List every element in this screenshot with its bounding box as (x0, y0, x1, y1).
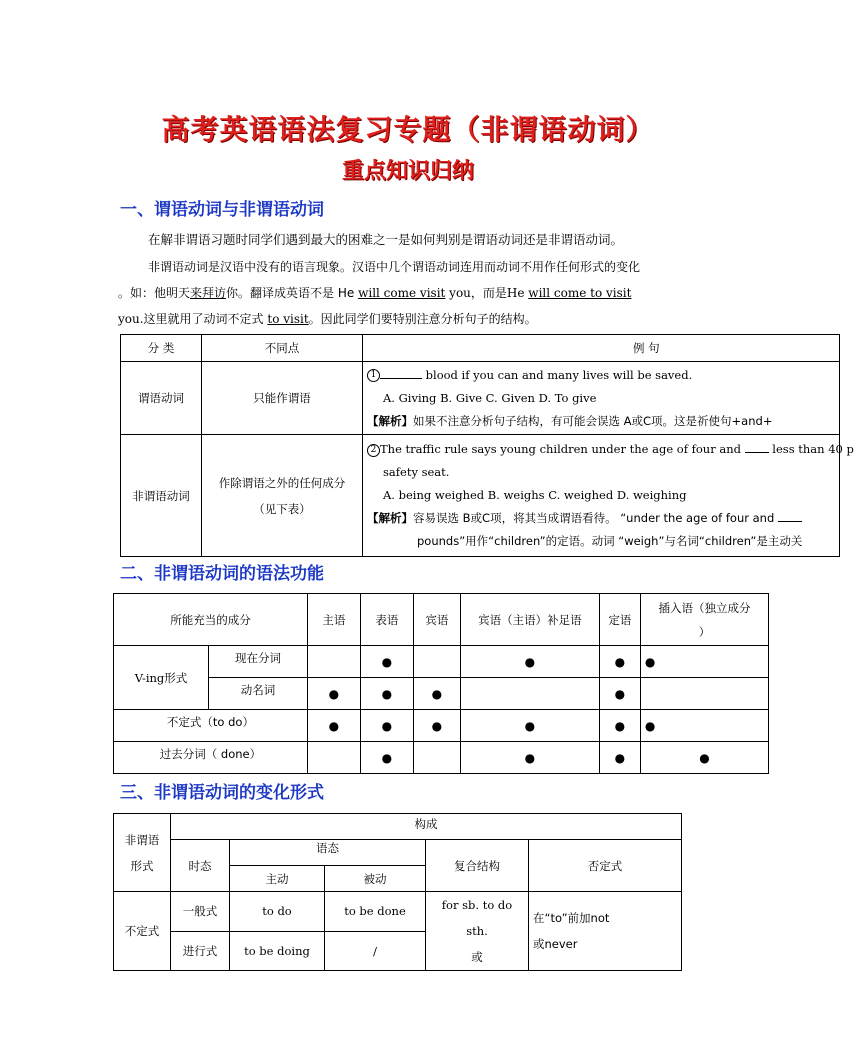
sec1-paragraph1: 在解非谓语习题时同学们遇到最大的困难之一是如何判别是谓语动词还是非谓语动词。 (148, 232, 624, 247)
dot-mark: ● (307, 678, 360, 710)
p3-d: will come visit (358, 286, 446, 300)
row2-example (363, 435, 854, 557)
dot-mark: ● (640, 742, 768, 774)
page-subtitle: 重点知识归纳 (341, 159, 474, 184)
row-infinitive: 不定式 (114, 892, 171, 971)
grammar-function-table (113, 593, 769, 774)
dot-mark: ● (307, 710, 360, 742)
cell-empty (413, 742, 460, 774)
header-negative: 否定式 (529, 840, 682, 892)
sec1-paragraph4 (118, 310, 537, 327)
header-tense: 时态 (171, 840, 230, 892)
header-active: 主动 (230, 866, 325, 892)
header-parenthesis (640, 594, 768, 646)
change-forms-table (113, 813, 682, 971)
p4-b: to visit (267, 312, 309, 326)
row2-tense: 进行式 (171, 931, 230, 971)
cell-empty (307, 646, 360, 678)
header-complement: 宾语（主语）补足语 (460, 594, 599, 646)
header-attributive: 定语 (599, 594, 640, 646)
dot-mark: ● (460, 646, 599, 678)
row2-difference-line2: （见下表） (253, 501, 311, 516)
dot-mark: ● (460, 710, 599, 742)
dot-mark: ● (640, 710, 768, 742)
dot-mark: ● (360, 678, 413, 710)
dot-mark: ● (599, 710, 640, 742)
row-present-participle: 现在分词 (209, 646, 308, 678)
row-ving: V-ing形式 (114, 646, 209, 710)
section1-heading: 一、谓语动词与非谓语动词 (120, 200, 324, 220)
row2-difference (202, 435, 363, 557)
row-past-participle: 过去分词（ done） (114, 742, 308, 774)
row1-category: 谓语动词 (121, 362, 202, 435)
row2-analysis-tag: 【解析】 (367, 511, 413, 525)
dot-mark: ● (460, 742, 599, 774)
header-subject: 主语 (307, 594, 360, 646)
header-nonpredicate-form (114, 814, 171, 892)
header-category: 分 类 (121, 335, 202, 362)
sec1-paragraph3 (118, 284, 631, 301)
header-example: 例 句 (363, 335, 840, 362)
table-header-row (114, 814, 682, 840)
row2-analysis-cont: pounds”用作“children”的定语。动词 “weigh”与名词“children”是主动关 (417, 534, 803, 548)
row1-passive: to be done (325, 892, 426, 932)
row2-category: 非谓语动词 (121, 435, 202, 557)
table-row (121, 435, 840, 557)
row2-analysis: 容易误选 B或C项，将其当成谓语看待。 “under the age of four and (413, 511, 778, 525)
row2-active: to be doing (230, 931, 325, 971)
header-passive: 被动 (325, 866, 426, 892)
dot-mark: ● (413, 710, 460, 742)
row-gerund: 动名词 (209, 678, 308, 710)
row1-analysis-tag: 【解析】 (367, 413, 413, 428)
dot-mark: ● (599, 678, 640, 710)
table-row (121, 362, 840, 435)
row2-difference-line1: 作除谓语之外的任何成分 (218, 475, 346, 490)
header-voice: 语态 (230, 840, 426, 866)
p3-a: 。如：他明天 (118, 286, 191, 300)
header-parenthesis-line1: 插入语（独立成分 (658, 600, 751, 615)
dot-mark: ● (360, 646, 413, 678)
question-number-1: 1 (367, 369, 380, 382)
row1-difference: 只能作谓语 (202, 362, 363, 435)
p3-f: will come to visit (528, 286, 632, 300)
row1-question: blood if you can and many lives will be saved. (422, 367, 693, 382)
negative-form (529, 892, 682, 971)
sec1-paragraph2: 非谓语动词是汉语中没有的语言现象。汉语中几个谓语动词连用而动词不用作任何形式的变化 (148, 260, 641, 274)
compound-structure (426, 892, 529, 971)
header-structure: 构成 (171, 814, 682, 840)
row1-options: A. Giving B. Give C. Given D. To give (383, 390, 597, 405)
row2-question-b: less than 40 p (768, 442, 854, 456)
predicate-comparison-table (120, 334, 854, 557)
question-number-2: 2 (367, 444, 380, 457)
cell-empty (413, 646, 460, 678)
p3-e: you，而是He (445, 286, 529, 300)
negative-line2: 或never (533, 937, 578, 951)
row1-example (363, 362, 840, 435)
header-parenthesis-line2: ） (698, 624, 711, 639)
row2-question-a: The traffic rule says young children under the age of four and (380, 442, 745, 456)
row1-tense: 一般式 (171, 892, 230, 932)
table-row (114, 892, 682, 932)
row1-analysis: 如果不注意分析句子结构，有可能会误选 A或C项。这是祈使句+and+ (413, 413, 773, 428)
page-title: 高考英语语法复习专题（非谓语动词） (161, 113, 655, 146)
header-object: 宾语 (413, 594, 460, 646)
header-nonpredicate-line2: 形式 (130, 858, 154, 873)
header-predicative: 表语 (360, 594, 413, 646)
negative-line1: 在“to”前加not (533, 911, 610, 925)
header-role: 所能充当的成分 (114, 594, 308, 646)
cell-empty (307, 742, 360, 774)
row2-passive: / (325, 931, 426, 971)
dot-mark: ● (599, 646, 640, 678)
header-difference: 不同点 (202, 335, 363, 362)
table-header-row (114, 840, 682, 866)
cell-empty (640, 678, 768, 710)
p4-a: you.这里就用了动词不定式 (118, 312, 268, 326)
row-infinitive: 不定式（to do） (114, 710, 308, 742)
table-header-row (121, 335, 840, 362)
p4-c: 。因此同学们要特别注意分析句子的结构。 (308, 312, 537, 326)
header-compound: 复合结构 (426, 840, 529, 892)
table-row (114, 710, 769, 742)
dot-mark: ● (413, 678, 460, 710)
header-nonpredicate-line1: 非谓语 (124, 832, 160, 847)
compound-line2: 或 (471, 950, 483, 964)
table-row (114, 646, 769, 678)
p3-c: 你。翻译成英语不是 He (226, 286, 359, 300)
dot-mark: ● (360, 710, 413, 742)
section2-heading: 二、非谓语动词的语法功能 (120, 564, 324, 584)
cell-empty (460, 678, 599, 710)
table-header-row (114, 594, 769, 646)
dot-mark: ● (360, 742, 413, 774)
p3-b: 来拜访 (190, 286, 227, 300)
row2-question-cont: safety seat. (383, 465, 450, 479)
compound-line1: for sb. to do sth. (441, 898, 513, 938)
dot-mark: ● (599, 742, 640, 774)
row1-active: to do (230, 892, 325, 932)
section3-heading: 三、非谓语动词的变化形式 (120, 783, 324, 803)
table-row (114, 678, 769, 710)
dot-mark: ● (640, 646, 768, 678)
table-row (114, 742, 769, 774)
row2-options: A. being weighed B. weighs C. weighed D. weighing (383, 488, 687, 502)
